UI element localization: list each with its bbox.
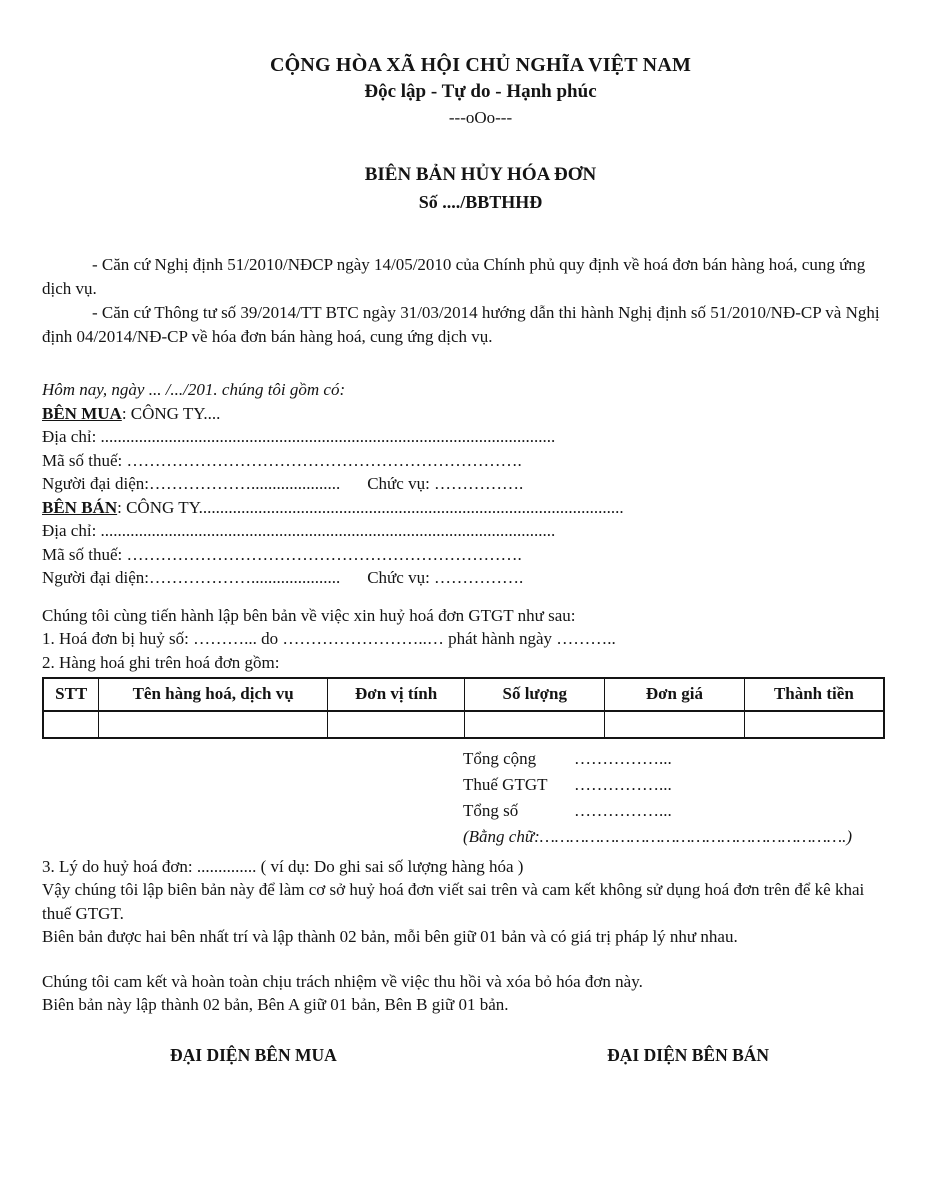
- seller-representative-field: Người đại diện:……………….....................: [42, 568, 341, 587]
- national-motto: Độc lập - Tự do - Hạnh phúc: [364, 81, 597, 102]
- seller-representative-line: [42, 566, 885, 590]
- buyer-company-line: [42, 402, 885, 426]
- buyer-position-field: Chức vụ: …………….: [367, 474, 524, 493]
- total-amount-row: [463, 746, 885, 772]
- document-number: Số ..../BBTHHĐ: [418, 192, 543, 212]
- col-header-don-gia: Đơn giá: [605, 678, 745, 711]
- cell-don-gia: [605, 711, 745, 738]
- buyer-address-line: Địa chỉ: ...........................................................................................................: [42, 427, 556, 446]
- seller-address-line: Địa chỉ: ...........................................................................................................: [42, 521, 556, 540]
- grand-total-label: Tổng số: [463, 800, 519, 820]
- cell-thanh-tien: [744, 711, 884, 738]
- seller-label: BÊN BÁN: [42, 497, 118, 517]
- goods-table: [42, 677, 885, 739]
- parties-section: [42, 378, 885, 590]
- goods-table-empty-row: [43, 711, 884, 738]
- copies-distribution-paragraph: Biên bản này lập thành 02 bản, Bên A giữ 01 bản, Bên B giữ 01 bản.: [42, 995, 509, 1014]
- buyer-representative-field: Người đại diện:……………….....................: [42, 474, 341, 493]
- grand-total-value: ……………...: [574, 800, 672, 820]
- cell-stt: [43, 711, 99, 738]
- seller-signature-title: ĐẠI DIỆN BÊN BÁN: [607, 1044, 770, 1065]
- cancellation-reason-line: 3. Lý do huỷ hoá đơn: .............. ( ví dụ: Do ghi sai số lượng hàng hóa ): [42, 856, 524, 876]
- seller-position-field: Chức vụ: …………….: [367, 568, 524, 587]
- seller-company-line: [42, 496, 885, 520]
- closing-section: [42, 855, 885, 1017]
- buyer-company-value: : CÔNG TY....: [121, 403, 221, 423]
- grand-total-row: [463, 798, 885, 824]
- seller-company-value: : CÔNG TY....................................................................................................: [117, 497, 624, 517]
- national-header: [42, 52, 885, 130]
- seller-tax-line: Mã số thuế: …………………………………………………………….: [42, 544, 522, 564]
- totals-block: [463, 746, 885, 850]
- national-title: CỘNG HÒA XÃ HỘI CHỦ NGHĨA VIỆT NAM: [269, 54, 692, 76]
- cell-ten-hang-hoa: [99, 711, 327, 738]
- commitment-paragraph: Vậy chúng tôi lập biên bản này để làm cơ sở huỷ hoá đơn viết sai trên và cam kết không sử dụng hoá đơn trên để kê khai thuế GTGT.: [42, 880, 865, 923]
- vat-label: Thuế GTGT: [463, 774, 548, 794]
- invoice-number-line: 1. Hoá đơn bị huỷ số: ………... do ……………………..… phát hành ngày ………..: [42, 629, 616, 648]
- signatures-row: [42, 1044, 885, 1068]
- vat-row: [463, 772, 885, 798]
- buyer-representative-line: [42, 472, 885, 496]
- amount-in-words-line: (Bằng chữ:…………………………………………………….): [463, 826, 852, 846]
- total-amount-value: ……………...: [574, 748, 672, 768]
- title-block: [42, 161, 885, 216]
- total-amount-label: Tổng cộng: [463, 748, 537, 768]
- responsibility-paragraph: Chúng tôi cam kết và hoàn toàn chịu trách nhiệm về việc thu hồi và xóa bỏ hóa đơn này.: [42, 971, 643, 991]
- col-header-stt: STT: [43, 678, 99, 711]
- legal-basis: [42, 253, 885, 349]
- col-header-ten-hang-hoa: Tên hàng hoá, dịch vụ: [99, 678, 327, 711]
- date-intro-line: Hôm nay, ngày ... /.../201. chúng tôi gồm có:: [42, 380, 346, 399]
- document-title: BIÊN BẢN HỦY HÓA ĐƠN: [364, 164, 597, 185]
- col-header-don-vi-tinh: Đơn vị tính: [327, 678, 465, 711]
- goods-list-intro-line: 2. Hàng hoá ghi trên hoá đơn gồm:: [42, 652, 280, 672]
- vat-value: ……………...: [574, 774, 672, 794]
- cell-so-luong: [465, 711, 605, 738]
- col-header-so-luong: Số lượng: [465, 678, 605, 711]
- copies-agreement-paragraph: Biên bản được hai bên nhất trí và lập thành 02 bản, mỗi bên giữ 01 bản và có giá trị pháp lý như nhau.: [42, 927, 738, 946]
- cell-don-vi-tinh: [327, 711, 465, 738]
- buyer-signature-title: ĐẠI DIỆN BÊN MUA: [170, 1044, 336, 1065]
- body-intro-line: Chúng tôi cùng tiến hành lập bên bản về việc xin huỷ hoá đơn GTGT như sau:: [42, 605, 576, 625]
- legal-basis-paragraph-1: - Căn cứ Nghị định 51/2010/NĐCP ngày 14/05/2010 của Chính phủ quy định về hoá đơn bán hàng hoá, cung ứng dịch vụ.: [42, 255, 866, 298]
- cancellation-body: [42, 604, 885, 850]
- buyer-tax-line: Mã số thuế: …………………………………………………………….: [42, 450, 522, 470]
- col-header-thanh-tien: Thành tiền: [744, 678, 884, 711]
- goods-table-header-row: [43, 678, 884, 711]
- legal-basis-paragraph-2: - Căn cứ Thông tư số 39/2014/TT BTC ngày 31/03/2014 hướng dẫn thi hành Nghị định số 51/2010/NĐ-CP và Nghị định 04/2014/NĐ-CP về hóa đơn bán hàng hoá, cung ứng dịch vụ.: [42, 303, 880, 346]
- header-divider: ---oOo---: [448, 108, 513, 127]
- buyer-label: BÊN MUA: [42, 403, 122, 423]
